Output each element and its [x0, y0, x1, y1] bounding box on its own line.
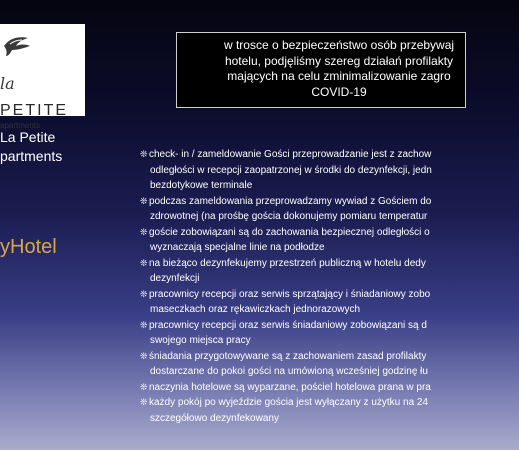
safety-rule-text: wyznaczają specjalne linie na podłodze [150, 242, 325, 253]
safety-rule-text: pracownicy recepcji oraz serwis śniadaniowy zobowiązani są d [149, 319, 427, 331]
logo-subtitle: apartments [0, 121, 41, 130]
bullet-snowflake-icon: ❊ [140, 397, 148, 407]
safety-rule-text: maseczkach oraz rękawiczkach jednorazowych [150, 304, 361, 315]
notice-line: w trosce o bezpieczeństwo osób przebywaj [223, 38, 455, 52]
safety-rule-text: pracownicy recepcji oraz serwis sprzątający i śniadaniowy zobo [149, 288, 431, 300]
safety-rule-text: każdy pokój po wyjeździe gościa jest wyłączany z użytku na 24 [149, 397, 429, 408]
safety-rule-text: dostarczane do pokoi gości na umówioną wcześniej godzinę łu [150, 366, 428, 377]
hotel-name [0, 128, 62, 166]
bullet-snowflake-icon: ❊ [140, 195, 148, 206]
notice-line: COVID-19 [311, 84, 367, 99]
safety-rule-item [140, 349, 470, 380]
brand-tagline: yHotel [0, 236, 57, 258]
notice-line: mających na celu zminimalizowanie zagro [227, 69, 451, 83]
bullet-snowflake-icon: ❊ [140, 350, 148, 361]
bullet-snowflake-icon: ❊ [140, 288, 148, 299]
safety-rule-text: check- in / zameldowanie Gości przeprowadzanie jest z zachow [149, 149, 432, 160]
safety-rule-item [140, 256, 470, 287]
bullet-snowflake-icon: ❊ [140, 381, 148, 392]
logo-script-text: la [0, 74, 15, 93]
safety-rule-text: odległości w recepcji zaopatrzonej w środki do dezynfekcji, jedn [150, 164, 432, 176]
safety-rule-text: swojego miejsca pracy [150, 335, 251, 346]
safety-rule-item [140, 395, 470, 426]
safety-rule-text: na bieżąco dezynfekujemy przestrzeń publiczną w hotelu dedy [149, 257, 426, 269]
safety-rule-text: śniadania przygotowywane są z zachowaniem zasad profilakty [149, 350, 427, 362]
safety-rule-item [140, 380, 470, 396]
bullet-snowflake-icon: ❊ [140, 226, 148, 237]
safety-rule-text: zdrowotnej (na prośbę gościa dokonujemy pomiaru temperatur [150, 211, 428, 222]
bullet-snowflake-icon: ❊ [140, 319, 148, 330]
hotel-name-line-1: La Petite [0, 129, 56, 145]
covid-notice-text [159, 38, 519, 100]
safety-rule-text: naczynia hotelowe są wyparzane, pościel hotelowa prana w pra [149, 381, 431, 393]
logo-card [0, 24, 85, 130]
hotel-name-line-2: partments [0, 148, 63, 164]
safety-rule-text: dezynfekcji [150, 273, 200, 284]
safety-rule-item [140, 147, 470, 194]
notice-line: hotelu, podjęliśmy szereg działań profilakty [224, 53, 454, 68]
safety-rule-item [140, 318, 470, 349]
safety-rule-item [140, 194, 470, 225]
logo-wordmark: PETITE [0, 102, 69, 119]
bullet-snowflake-icon: ❊ [140, 149, 148, 159]
safety-rule-text: podczas zameldowania przeprowadzamy wywiad z Gościem do [149, 195, 432, 207]
bullet-snowflake-icon: ❊ [140, 257, 148, 268]
bird-logo-icon [0, 32, 34, 58]
safety-rule-item [140, 225, 470, 256]
safety-rule-item [140, 287, 470, 318]
safety-rule-text: szczegółowo dezynfekowany [150, 412, 279, 424]
safety-rules-list [140, 147, 470, 426]
safety-rule-text: bezdotykowe terminale [150, 180, 253, 191]
covid-notice-box [176, 32, 466, 108]
safety-rule-text: goście zobowiązani są do zachowania bezpiecznej odległości o [149, 226, 430, 238]
